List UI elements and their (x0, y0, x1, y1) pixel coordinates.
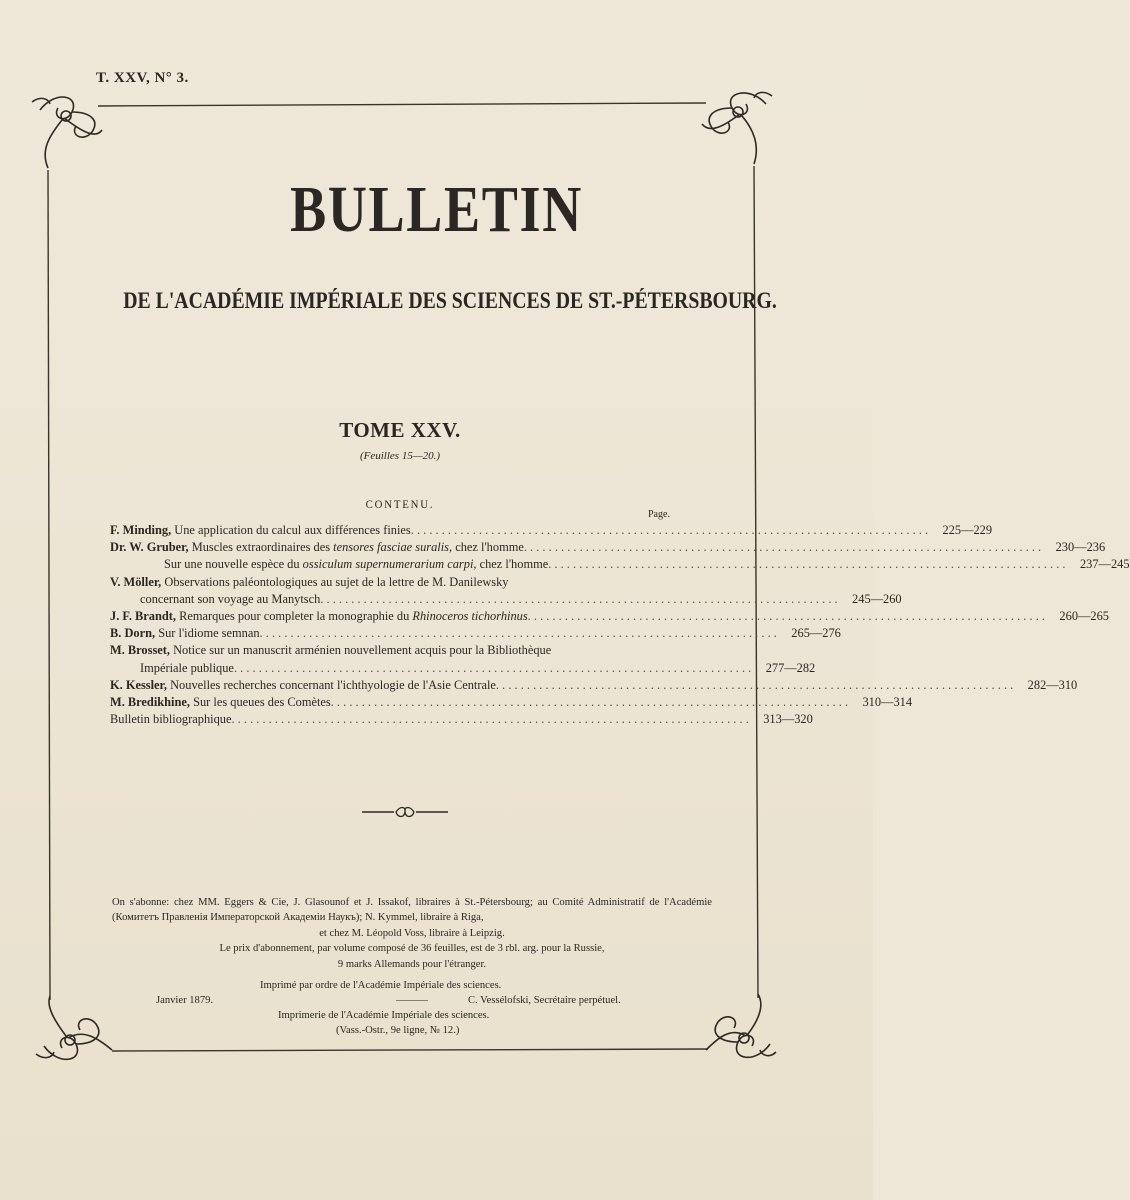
toc-row (110, 522, 993, 539)
toc-author: B. Dorn, (110, 626, 156, 641)
toc-author: M. Brosset, (110, 643, 170, 658)
toc-row (110, 608, 1109, 625)
imprint-order: Imprimé par ordre de l'Académie Impériale des sciences. (260, 980, 502, 991)
corner-ornament-top-left (32, 97, 102, 168)
toc-title: Sur les queues des Comètes (189, 695, 331, 710)
subscription-text: On s'abonne: chez MM. Eggers & Cie, J. Glasounof et J. Issakof, libraires à St.-Pétersbourg; au Comité Administratif de l'Académie (Комитетъ Правленія Императорской Академіи Наукъ); N. Kymmel, libraire à Riga, (112, 897, 712, 924)
subscription-price: Le prix d'abonnement, par volume composé de 36 feuilles, est de 3 rbl. arg. pour la Russie, (219, 943, 605, 955)
table-of-contents (110, 522, 1130, 728)
feuilles-note: (Feuilles 15—20.) (359, 450, 441, 462)
toc-title-italic: tensores fasciae suralis, (333, 540, 453, 555)
toc-title: Sur une nouvelle espèce du (164, 557, 303, 572)
toc-row (110, 574, 690, 591)
toc-pages: 310—314 (862, 695, 913, 710)
toc-title: Remarques pour completer la monographie du (175, 609, 413, 624)
toc-row (110, 677, 1078, 694)
toc-title: Notice sur un manuscrit arménien nouvellement acquis pour la Bibliothèque (170, 643, 552, 658)
toc-title: concernant son voyage au Manytsch (140, 591, 321, 606)
toc-author: M. Bredikhine, (110, 695, 190, 710)
volume-number: T. XXV, N° 3. (96, 70, 189, 86)
toc-pages: 230—236 (1055, 540, 1106, 555)
toc-author: K. Kessler, (110, 677, 168, 692)
imprint-printer: Imprimerie de l'Académie Impériale des sciences. (278, 1010, 490, 1021)
toc-title: Une application du calcul aux différences finies (171, 523, 411, 537)
toc-row (110, 591, 902, 608)
corner-ornament-top-right (702, 92, 772, 164)
toc-title: Nouvelles recherches concernant l'ichthyologie de l'Asie Centrale (167, 677, 496, 692)
toc-author: F. Minding, (110, 523, 172, 537)
toc-title: Bulletin bibliographique (110, 712, 232, 727)
subscription-text-2: et chez M. Léopold Voss, libraire à Leipzig. (319, 927, 505, 939)
toc-title-end: chez l'homme (476, 557, 549, 572)
frame-top-line (98, 103, 706, 106)
toc-title-end: chez l'homme (452, 540, 524, 555)
toc-title: Observations paléontologiques au sujet de la lettre de M. Danilewsky (161, 574, 509, 589)
toc-row (110, 660, 816, 677)
frame-left-line (48, 170, 50, 1000)
page-column-label: Page. (648, 509, 670, 520)
imprint-address: (Vass.-Ostr., 9e ligne, № 12.) (336, 1025, 460, 1036)
subscription-notice (112, 895, 712, 972)
toc-pages: 260—265 (1059, 609, 1109, 624)
toc-row (110, 694, 913, 711)
frame-bottom-line (112, 1049, 708, 1051)
imprint-dash: ——— (396, 995, 428, 1006)
toc-pages: 237—245 (1079, 557, 1130, 572)
toc-title-italic: Rhinoceros tichorhinus (412, 609, 528, 624)
toc-pages: 265—276 (791, 626, 841, 641)
toc-title: Sur l'idiome semnan (155, 626, 260, 641)
page-subtitle: DE L'ACADÉMIE IMPÉRIALE DES SCIENCES DE ST.-PÉTERSBOURG. (123, 288, 777, 313)
toc-row (110, 556, 1130, 573)
toc-row (110, 711, 813, 728)
page-title: BULLETIN (290, 173, 583, 246)
toc-author: Dr. W. Gruber, (110, 540, 189, 555)
toc-title: Impériale publique (140, 660, 234, 675)
toc-row (110, 625, 841, 642)
divider-ornament (360, 805, 450, 819)
toc-author: V. Möller, (110, 574, 162, 589)
toc-pages: 282—310 (1027, 677, 1078, 692)
corner-ornament-bottom-left (36, 996, 112, 1059)
corner-ornament-bottom-right (706, 994, 776, 1057)
toc-row (110, 642, 690, 659)
contents-heading: CONTENU. (365, 497, 435, 511)
toc-title: Muscles extraordinaires des (188, 540, 334, 555)
toc-title-italic: ossiculum supernumerarium carpi, (302, 557, 477, 572)
toc-pages: 245—260 (852, 591, 902, 606)
imprint-secretary: C. Vessélofski, Secrétaire perpétuel. (468, 995, 621, 1006)
toc-pages: 225—229 (942, 523, 993, 537)
toc-row (110, 539, 1106, 556)
toc-pages: 313—320 (763, 712, 813, 727)
toc-pages: 277—282 (765, 660, 816, 675)
tome-heading: TOME XXV. (339, 418, 461, 442)
imprint-date: Janvier 1879. (156, 995, 214, 1006)
subscription-price-2: 9 marks Allemands pour l'étranger. (337, 958, 487, 970)
imprint-block (150, 978, 690, 1038)
toc-author: J. F. Brandt, (110, 609, 176, 624)
